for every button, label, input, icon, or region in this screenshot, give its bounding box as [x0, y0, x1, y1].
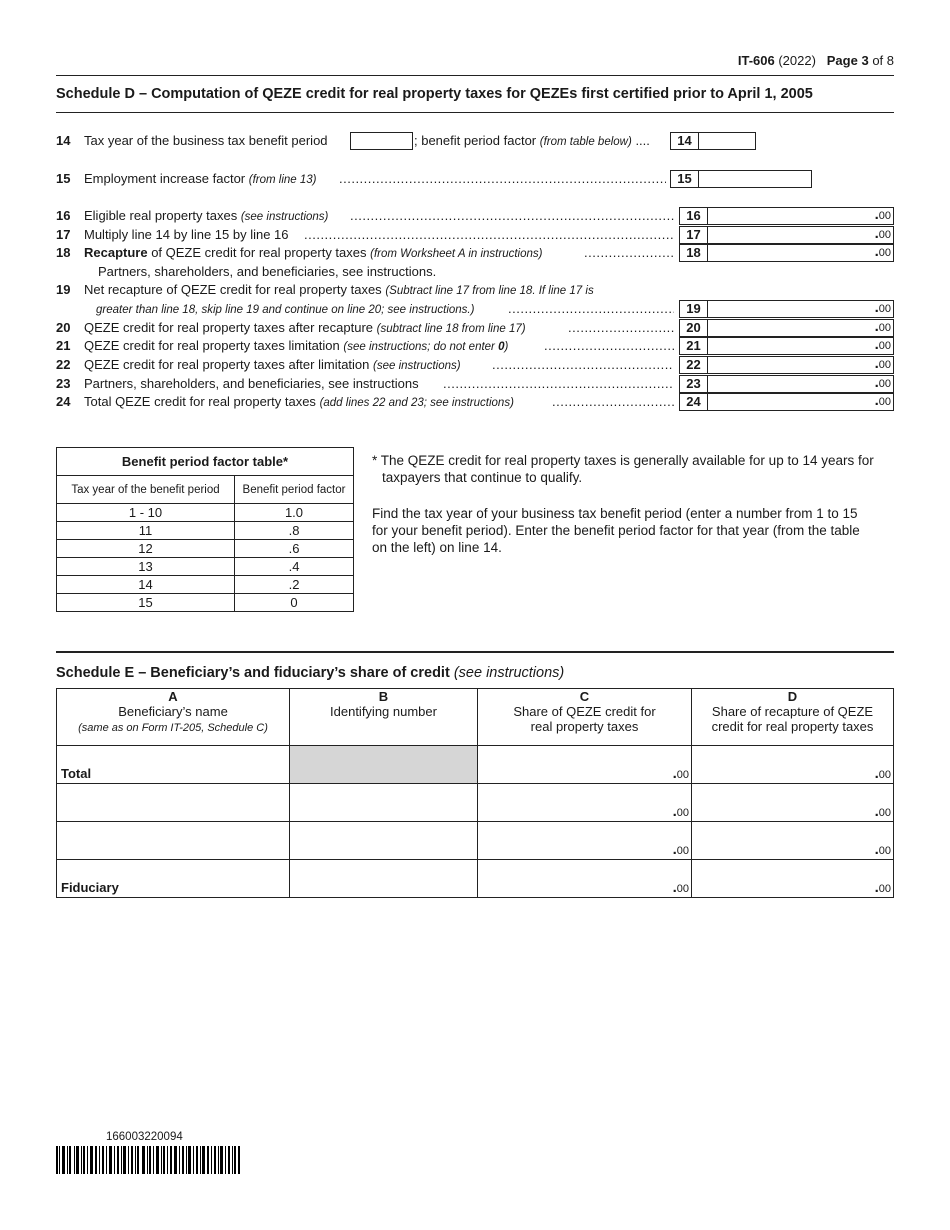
line-number: 15 — [56, 171, 71, 186]
row-label: Fiduciary — [61, 880, 119, 895]
line-box-number: 18 — [680, 245, 708, 261]
line-number: 18 — [56, 245, 71, 260]
line-number: 23 — [56, 376, 71, 391]
line-18 — [56, 245, 894, 263]
cents: .00 — [874, 355, 891, 372]
line-note: (from table below) — [539, 136, 632, 148]
credit-share-cell[interactable] — [478, 822, 692, 860]
factor-cell: .2 — [235, 576, 354, 594]
table-row — [57, 784, 894, 822]
table-title: Benefit period factor table* — [57, 448, 354, 476]
cents: .00 — [874, 206, 891, 223]
line-number: 22 — [56, 357, 71, 372]
factor-cell: .4 — [235, 558, 354, 576]
column-header-b: B Identifying number — [290, 689, 478, 746]
name-cell[interactable] — [57, 784, 290, 822]
cents: .00 — [874, 765, 891, 782]
line-18-field[interactable] — [679, 244, 894, 262]
line-box-number: 19 — [680, 301, 708, 317]
dot-leader — [552, 394, 674, 409]
line-16-field[interactable] — [679, 207, 894, 225]
credit-share-cell[interactable] — [478, 746, 692, 784]
factor-cell: 0 — [235, 594, 354, 612]
line-label: QEZE credit for real property taxes limitation (see instructions; do not enter 0) — [84, 338, 509, 353]
identifying-number-cell — [290, 746, 478, 784]
page-number: Page 3 — [826, 53, 869, 68]
column-header: Benefit period factor — [235, 476, 354, 504]
schedule-e-title: Schedule E – Beneficiary’s and fiduciary’s share of credit (see instructions) — [56, 665, 565, 681]
schedule-e-table — [56, 688, 894, 898]
name-cell[interactable] — [57, 822, 290, 860]
line-note: (from line 13) — [248, 174, 317, 186]
tax-year-cell: 1 - 10 — [57, 504, 235, 522]
cents: .00 — [874, 374, 891, 391]
line-label: QEZE credit for real property taxes after recapture (subtract line 18 from line 17) — [84, 320, 526, 335]
line-24-field[interactable] — [679, 393, 894, 411]
identifying-number-cell[interactable] — [290, 822, 478, 860]
line-18-note — [56, 264, 894, 282]
line-label: QEZE credit for real property taxes after limitation (see instructions) — [84, 357, 461, 372]
table-row — [57, 594, 354, 612]
schedule-e-rule — [56, 651, 894, 653]
line-22 — [56, 357, 894, 375]
cents: .00 — [874, 336, 891, 353]
line-box-number: 22 — [680, 357, 708, 373]
line-note: greater than line 18, skip line 19 and continue on line 20; see instructions.) — [96, 304, 475, 316]
line-20 — [56, 320, 894, 338]
line-14 — [56, 133, 894, 151]
dot-leader — [443, 376, 674, 391]
line-19 — [56, 282, 894, 300]
recapture-share-cell[interactable] — [692, 822, 894, 860]
cents: .00 — [672, 765, 689, 782]
cents: .00 — [874, 318, 891, 335]
line-15-field[interactable] — [670, 170, 812, 188]
table-row — [57, 860, 894, 898]
line-16 — [56, 208, 894, 226]
cents: .00 — [874, 225, 891, 242]
line-19-field[interactable] — [679, 300, 894, 318]
line-number: 16 — [56, 208, 71, 223]
page-header — [738, 53, 894, 68]
line-label-2: ; benefit period factor — [414, 133, 537, 148]
line-22-field[interactable] — [679, 356, 894, 374]
column-header-a: A Beneficiary’s name (same as on Form IT-205, Schedule C) — [57, 689, 290, 746]
table-row — [57, 540, 354, 558]
table-row — [57, 558, 354, 576]
table-row — [57, 822, 894, 860]
header-rule — [56, 75, 894, 76]
line-box-number: 20 — [680, 320, 708, 336]
dot-leader — [544, 338, 674, 353]
table-row — [57, 504, 354, 522]
line-15 — [56, 171, 894, 189]
line-box-number: 23 — [680, 376, 708, 392]
line-14-field[interactable] — [670, 132, 756, 150]
line-24 — [56, 394, 894, 412]
column-header-d: D Share of recapture of QEZE credit for real property taxes — [692, 689, 894, 746]
line-box-number: 17 — [680, 227, 708, 243]
recapture-share-cell[interactable] — [692, 784, 894, 822]
line-number: 19 — [56, 282, 71, 297]
dot-leader — [304, 227, 674, 242]
tax-year-cell: 12 — [57, 540, 235, 558]
line-label: Tax year of the business tax benefit period — [84, 133, 328, 148]
tax-year-cell: 14 — [57, 576, 235, 594]
barcode-number: 166003220094 — [106, 1131, 183, 1143]
name-cell[interactable] — [57, 746, 290, 784]
cents: .00 — [672, 879, 689, 896]
line-box-number: 15 — [671, 171, 699, 187]
instruction-benefit-period: Find the tax year of your business tax benefit period (enter a number from 1 to 15 for your benefit period). Enter the benefit period factor for that year (from the table on the left) on line 14. — [372, 506, 860, 555]
tax-year-cell: 15 — [57, 594, 235, 612]
line-label: Partners, shareholders, and beneficiaries, see instructions — [84, 376, 419, 391]
line-21-field[interactable] — [679, 337, 894, 355]
tax-year-cell: 11 — [57, 522, 235, 540]
line-17-field[interactable] — [679, 226, 894, 244]
line-17 — [56, 227, 894, 245]
line-label: Employment increase factor (from line 13) — [84, 171, 317, 186]
cents: .00 — [874, 299, 891, 316]
cents: .00 — [672, 841, 689, 858]
credit-share-cell[interactable] — [478, 860, 692, 898]
dot-leader: .... — [635, 133, 650, 148]
line-box-number: 21 — [680, 338, 708, 354]
factor-cell: .8 — [235, 522, 354, 540]
dot-leader — [492, 357, 674, 372]
footnote-availability: * The QEZE credit for real property taxes is generally available for up to 14 years for taxpayers that continue to qualify. — [372, 453, 874, 485]
line-box-number: 24 — [680, 394, 708, 410]
cents: .00 — [874, 243, 891, 260]
cents: .00 — [672, 803, 689, 820]
line-label: Recapture of QEZE credit for real property taxes (from Worksheet A in instructions) — [84, 245, 543, 260]
recapture-share-cell[interactable] — [692, 860, 894, 898]
line-20-field[interactable] — [679, 319, 894, 337]
tax-year-input[interactable] — [350, 132, 413, 150]
dot-leader — [350, 208, 674, 223]
name-cell[interactable] — [57, 860, 290, 898]
column-header: Tax year of the benefit period — [57, 476, 235, 504]
line-number: 17 — [56, 227, 71, 242]
line-label: Net recapture of QEZE credit for real property taxes (Subtract line 17 from line 18. If line 17 is — [84, 282, 594, 297]
barcode-image — [56, 1146, 240, 1174]
schedule-d-rule — [56, 112, 894, 113]
line-number: 20 — [56, 320, 71, 335]
recapture-share-cell[interactable] — [692, 746, 894, 784]
benefit-period-factor-table — [56, 447, 354, 612]
column-header-c: C Share of QEZE credit for real property taxes — [478, 689, 692, 746]
line-23 — [56, 376, 894, 394]
line-label: Eligible real property taxes (see instructions) — [84, 208, 329, 223]
dot-leader — [568, 320, 674, 335]
identifying-number-cell[interactable] — [290, 860, 478, 898]
dot-leader — [584, 245, 674, 260]
cents: .00 — [874, 841, 891, 858]
row-label: Total — [61, 766, 92, 781]
table-row — [57, 522, 354, 540]
table-row — [57, 746, 894, 784]
line-box-number: 16 — [680, 208, 708, 224]
dot-leader — [339, 171, 666, 186]
line-23-field[interactable] — [679, 375, 894, 393]
line-instruction: Partners, shareholders, and beneficiaries, see instructions. — [98, 264, 437, 279]
factor-cell: 1.0 — [235, 504, 354, 522]
line-19-cont — [56, 301, 894, 319]
cents: .00 — [874, 803, 891, 820]
line-number: 24 — [56, 394, 71, 409]
credit-share-cell[interactable] — [478, 784, 692, 822]
table-row — [57, 576, 354, 594]
cents: .00 — [874, 879, 891, 896]
line-label: Multiply line 14 by line 15 by line 16 — [84, 227, 289, 242]
dot-leader — [508, 301, 674, 316]
line-label: Total QEZE credit for real property taxes (add lines 22 and 23; see instructions) — [84, 394, 514, 409]
line-box-number: 14 — [671, 133, 699, 149]
form-id: IT-606 — [737, 53, 775, 68]
identifying-number-cell[interactable] — [290, 784, 478, 822]
page-of: of 8 — [872, 53, 894, 68]
form-year: (2022) — [778, 53, 816, 68]
factor-cell: .6 — [235, 540, 354, 558]
line-number: 14 — [56, 133, 71, 148]
line-21 — [56, 338, 894, 356]
tax-year-cell: 13 — [57, 558, 235, 576]
cents: .00 — [874, 392, 891, 409]
line-number: 21 — [56, 338, 71, 353]
schedule-d-title: Schedule D – Computation of QEZE credit for real property taxes for QEZEs first certified prior to April 1, 2005 — [56, 86, 813, 102]
